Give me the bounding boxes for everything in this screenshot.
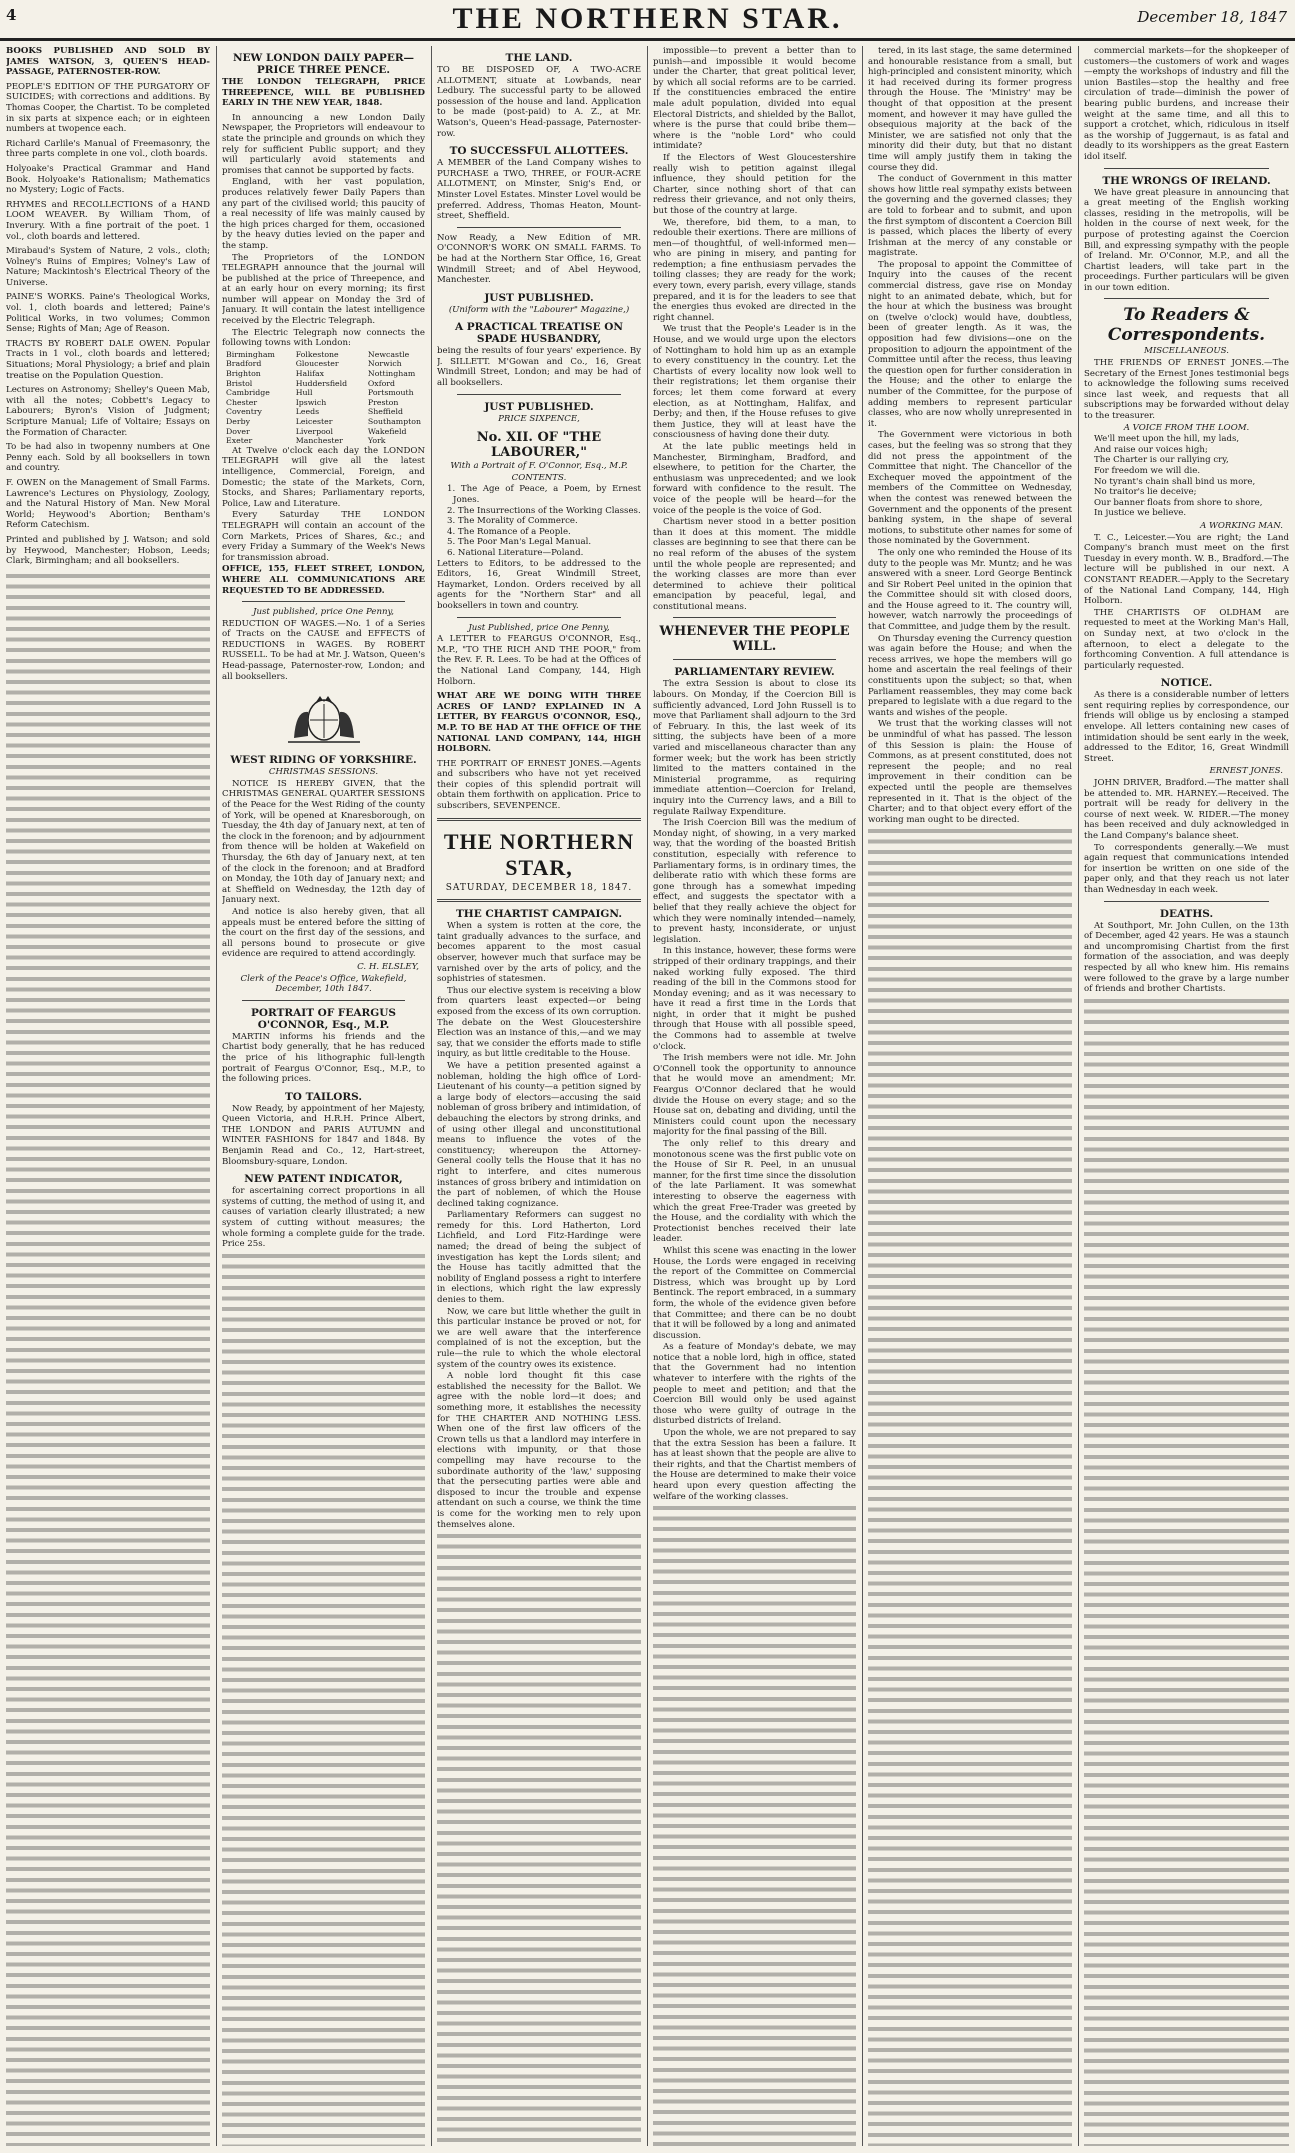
town-item: Brighton: [226, 369, 261, 379]
ad-telegraph-office: OFFICE, 155, FLEET STREET, LONDON, WHERE ALL COMMUNICATIONS ARE REQUESTED TO BE ADDRESSED.: [222, 564, 425, 596]
ad-telegraph-para: In announcing a new London Daily Newspaper, the Proprietors will endeavour to state the principle and grounds on which they rely for sufficient Public support; and they will particularly avoid statements and promises that cannot be supported by facts.: [222, 112, 425, 176]
town-item: Nottingham: [367, 369, 416, 379]
column-3: [437, 46, 641, 2146]
misc-para: To correspondents generally.—We must again request that communications intended for insertion be written on one side of the paper only, and that they reach us not later than Wednesday in each week.: [1084, 842, 1289, 895]
article-para: We, therefore, bid them, to a man, to redouble their exertions. There are millions of men—of thoughtful, of well-informed men—who are pining in misery, and panting for redemption; a fine enthusiasm pervades the toiling classes; they are ready for the work; every town, every parish, every village, stands prepared, and it is for the leaders to see that the energies thus evoked are directed in the right channel.: [653, 217, 856, 323]
ad-treatise-sub: (Uniform with the "Labourer" Magazine,): [448, 304, 630, 315]
leader-para: When a system is rotten at the core, the taint gradually advances to the surface, and becomes apparent to the most casual observer, however much that surface may be varnished over by the arts of policy, and the sophistries of statesmen.: [437, 921, 641, 985]
poem-line: No traitor's lie deceive;: [1094, 487, 1197, 498]
contents-item: 6. National Literature—Poland.: [447, 548, 584, 558]
poem: [1084, 434, 1289, 519]
ad-riding-title: WEST RIDING OF YORKSHIRE.: [230, 754, 417, 767]
paper-date: SATURDAY, DECEMBER 18, 1847.: [445, 882, 633, 893]
masthead-rule: [0, 38, 1295, 41]
body-text: [222, 1251, 425, 2146]
poem-line: We'll meet upon the hill, my lads,: [1094, 434, 1240, 445]
ad-secret: THE PORTRAIT OF ERNEST JONES.—Agents and subscribers who have not yet received their copies of this splendid portrait will obtain them forthwith on application. Price to subscribers, SEVENPENCE.: [437, 758, 641, 812]
article-para: The Government were victorious in both cases, but the feeling was so strong that they did not press the appointment of the Committee that night. The Chancellor of the Exchequer moved the appointment of the members of the Committee on Wednesday, when the contest was renewed between the Government and the opponents of the present banking system, in the shape of several motions, to substitute other names for some of those nominated by the Government.: [868, 430, 1072, 547]
column-4: [653, 46, 856, 2146]
town-item: York: [367, 436, 386, 446]
heading-correspondents: To Readers & Correspondents.: [1107, 305, 1266, 346]
contents-item: 4. The Romance of a People.: [447, 526, 571, 537]
article-para: We trust that the People's Leader is in the House, and we would urge upon the electors of Nottingham to hold him up as an example to every constituency in the country. Let the Chartists of every locality now look well to their registrations; let them organise their forces; let them come forward at every election, as at Nottingham, Halifax, and Derby; and then, if the House refuses to give them Justice, they will at least have the consciousness of having done their duty.: [653, 324, 856, 441]
deaths-title: DEATHS.: [1159, 907, 1214, 920]
ad-pamphlet-title: Just published, price One Penny,: [253, 607, 394, 618]
ad-wanted: WHAT ARE WE DOING WITH THREE ACRES OF LAND? EXPLAINED IN A LETTER, BY FEARGUS O'CONNOR, ESQ., M.P. TO BE HAD AT THE OFFICE OF THE NATIONAL LAND COMPANY, 144, HIGH HOLBORN.: [437, 691, 641, 755]
town-item: Chester: [226, 397, 258, 407]
body-text: [437, 1531, 641, 2146]
review-para: Whilst this scene was enacting in the lower House, the Lords were engaged in receiving the report of the Committee on Commercial Distress, which was brought up by Lord Bentinck. The report embraced, in a summary form, the whole of the evidence given before that Committee; and there can be no doubt that it will be followed by a long and animated discussion.: [653, 1245, 856, 1341]
ad-tailors-title: TO TAILORS.: [284, 1090, 363, 1103]
body-text: [653, 1503, 856, 2146]
contents-item: 5. The Poor Man's Legal Manual.: [447, 537, 592, 548]
town-item: Ipswich: [295, 397, 327, 407]
town-item: Leicester: [295, 417, 333, 426]
ad-purgatory: PEOPLE'S EDITION OF THE PURGATORY OF SUICIDES; with corrections and additions. By Thomas Cooper, the Chartist. To be completed in six parts at sixpence each; or in eighteen numbers at twopence each.: [6, 81, 210, 135]
town-item: Sheffield: [367, 407, 404, 417]
town-item: Norwich: [367, 359, 402, 369]
article-para: At the late public meetings held in Manchester, Birmingham, Bradford, and elsewhere, to petition for the Charter, the enthusiasm was unprecedented; and we look forward with confidence to the result. The voice of the people will be heard—for the voice of the people is the voice of God.: [653, 441, 856, 516]
divider: [457, 227, 621, 228]
town-item: Preston: [367, 397, 399, 407]
ad-misc: Lectures on Astronomy; Shelley's Queen Mab, with all the notes; Cobbett's Legacy to Labourers; Byron's Vision of Judgment; Scripture Manual; Life of Voltaire; Essays on the Formation of Character.: [6, 385, 210, 438]
ad-telegraph-head: THE LONDON TELEGRAPH, PRICE THREEPENCE, WILL BE PUBLISHED EARLY IN THE NEW YEAR, 1848.: [222, 77, 425, 109]
ad-address: To be had also in twopenny numbers at One Penny each. Sold by all booksellers in town and country.: [6, 442, 210, 474]
divider: [1104, 298, 1269, 299]
town-item: Gloucester: [295, 359, 339, 369]
ad-patent-title: NEW PATENT INDICATOR,: [244, 1173, 403, 1186]
misc-title: MISCELLANEOUS.: [1144, 346, 1229, 357]
ad-mirabaud: Mirabaud's System of Nature, 2 vols., cloth; Volney's Ruins of Empires; Volney's Law of Nature; Mackintosh's Electrical Theory of the Universe.: [6, 246, 210, 288]
review-para: The Irish members were not idle. Mr. John O'Connell took the opportunity to announce that he would move an amendment; Mr. Feargus O'Connor declared that he would divide the House on every stage; and so the House sat on, debating and dividing, until the Ministers could count upon the necessary majority for the final passing of the Bill.: [653, 1053, 856, 1138]
town-item: Folkestone: [295, 349, 339, 359]
ad-owen-works: F. OWEN on the Management of Small Farms. Lawrence's Lectures on Physiology, Zoology, and the Natural History of Man. New Moral World; Heywood's Abortion; Bentham's Reform Catechism.: [6, 477, 210, 531]
body-text: [1084, 996, 1289, 2146]
ad-riding: NOTICE IS HEREBY GIVEN, that the CHRISTMAS GENERAL QUARTER SESSIONS of the Peace for the West Riding of the county of York, will be opened at Knaresborough, on Tuesday, the 4th day of January next, at ten of the clock in the forenoon; and by adjournment from thence will be holden at Wakefield on Thursday, the 6th day of January next, at ten of the clock in the forenoon; and at Bradford on Monday, the 10th day of January next; and at Sheffield on Wednesday, the 12th day of January next.: [222, 778, 425, 906]
article-para: We trust that the working classes will not be unmindful of what has passed. The lesson of this Session is plain: the House of Commons, as at present constituted, does not represent the people; and no real improvement in their condition can be expected until the people are themselves represented in it. That is the object of the Charter; and to that object every effort of the working man ought to be directed.: [868, 719, 1072, 825]
notice-signature: ERNEST JONES.: [1209, 766, 1283, 777]
town-item: Southampton: [367, 417, 421, 426]
ad-telegraph-para: England, with her vast population, produces relatively fewer Daily Papers than any part of the civilised world; this paucity of a real necessity of life was mainly caused by the high prices charged for them, occasioned by the heavy duties levied on the paper and the stamp.: [222, 177, 425, 251]
ad-telegraph-para: At Twelve o'clock each day the LONDON TELEGRAPH will give all the latest intelligence, Commercial, Foreign, and Domestic; the state of the Markets, Corn, Stocks, and Shares; Parliamentary reports, Police, Law and Literature.: [222, 445, 425, 509]
ad-books: BOOKS PUBLISHED AND SOLD BY JAMES WATSON, 3, QUEEN'S HEAD-PASSAGE, PATERNOSTER-ROW.: [6, 46, 210, 78]
column-1: [6, 46, 210, 2146]
deaths-para: At Southport, Mr. John Cullen, on the 13th of December, aged 42 years. He was a staunch and uncompromising Chartist from the first formation of the association, and was deeply respected by all who knew him. His remains were followed to the grave by a large number of friends and brother Chartists.: [1084, 920, 1289, 995]
towns-list: [222, 350, 425, 446]
town-item: Huddersfield: [295, 378, 348, 388]
town-item: Wakefield: [367, 426, 407, 436]
town-item: Cambridge: [226, 388, 270, 398]
ad-rhymes: RHYMES and RECOLLECTIONS of a HAND LOOM WEAVER. By William Thom, of Inverury. With a fine portrait of the poet. 1 vol., cloth boards and lettered.: [6, 199, 210, 242]
divider: [457, 617, 621, 618]
town-item: Halifax: [295, 369, 325, 379]
masthead: [0, 0, 1295, 38]
heading-review: PARLIAMENTARY REVIEW.: [674, 666, 835, 679]
towns-heading: The Electric Telegraph now connects the following towns with London:: [222, 327, 425, 349]
ad-riding-signature: C. H. ELSLEY,: [357, 961, 419, 972]
town-item: Coventry: [226, 407, 262, 417]
contents-list: [437, 484, 641, 558]
divider: [673, 659, 836, 660]
ad-allottees: A MEMBER of the Land Company wishes to PURCHASE a TWO, THREE, or FOUR-ACRE ALLOTMENT, on Minster, Snig's End, or Minster Lovel Estates. Minster Lovel would be preferred. Address, Thomas Heaton, Mount-street, Sheffield.: [437, 158, 641, 222]
towns-column: [296, 350, 347, 446]
town-item: Bristol: [226, 378, 253, 388]
divider: [457, 394, 621, 395]
ad-riding-para: And notice is also hereby given, that all appeals must be entered before the sitting of the court on the first day of the sessions, and all persons bound to prosecute or give evidence are required to attend accordingly.: [222, 906, 425, 960]
article-para: On Thursday evening the Currency question was again before the House; and when the recess arrives, we hope the members will go home and ascertain the real feelings of their constituents upon the subject; so that, when Parliament reassembles, they may come back prepared to legislate with a due regard to the wants and wishes of the people.: [868, 633, 1072, 718]
misc-para: T. C., Leicester.—You are right; the Land Company's branch must meet on the first Tuesday in every month. W. B., Bradford.—The lecture will be published in our next. A CONSTANT READER.—Apply to the Secretary of the National Land Company, 144, High Holborn.: [1084, 532, 1289, 607]
ad-labourer-head: No. XII. OF "THE LABOURER,": [476, 430, 602, 461]
contents-item: 3. The Morality of Commerce.: [447, 516, 578, 527]
contents-item: 2. The Insurrections of the Working Classes.: [447, 505, 641, 516]
newspaper-title: THE NORTHERN STAR.: [452, 2, 843, 35]
leader-para: We have a petition presented against a nobleman, holding the high office of Lord-Lieutenant of his county—a petition signed by a large body of electors—accusing the said nobleman of gross bribery and intimidation, of debauching the electors by strong drinks, and of using other illegal and unconstitutional means to influence the votes of the constituency; whereupon the Attorney-General coolly tells the House that it has no right to interfere, and cites numerous instances of gross bribery and intimidation on the part of noblemen, of which the House declined taking cognizance.: [437, 1060, 641, 1209]
ad-labourer-contents-title: CONTENTS.: [511, 472, 567, 483]
article-para: If the Electors of West Gloucestershire really wish to petition against illegal influence, they should petition for the Charter, since nothing short of that can redress their grievance, and not only theirs, but those of the country at large.: [653, 152, 856, 216]
leader-title: THE CHARTIST CAMPAIGN.: [455, 908, 622, 921]
ad-carlile: Richard Carlile's Manual of Freemasonry, the three parts complete in one vol., cloth boards.: [6, 138, 210, 160]
ad-owen: TRACTS BY ROBERT DALE OWEN. Popular Tracts in 1 vol., cloth boards and lettered; Situations; Moral Physiology; a brief and plain treatise on the Population Question.: [6, 338, 210, 381]
poem-line: No tyrant's chain shall bind us more,: [1094, 476, 1256, 487]
article-para: The only one who reminded the House of its duty to the people was Mr. Muntz; and he was answered with a sneer. Lord George Bentinck and Sir Robert Peel united in the opinion that the Committee should sit with closed doors, and the House agreed to it. The country will, however, watch narrowly the proceedings of that Committee, and judge them by the result.: [868, 547, 1072, 633]
poem-line: Our banner floats from shore to shore,: [1094, 497, 1263, 508]
town-item: Bradford: [226, 359, 262, 369]
heading-people: WHENEVER THE PEOPLE WILL.: [659, 624, 850, 655]
poem-signature: A WORKING MAN.: [1200, 520, 1283, 531]
ad-riding-sub: CHRISTMAS SESSIONS.: [268, 767, 379, 778]
body-text: [868, 826, 1072, 2146]
ad-holyoake: Holyoake's Practical Grammar and Hand Book. Holyoake's Rationalism; Mathematics no Mystery; Logic of Facts.: [6, 163, 210, 196]
review-para: The only relief to this dreary and monotonous scene was the first public vote on the House of Sir R. Peel, in an unusual manner, for the first time since the dissolution of the late Parliament. It was somewhat interesting to observe the eagerness with which the great Free-Trader was greeted by the House, and the cordiality with which the Protectionist benches received their late leader.: [653, 1139, 856, 1245]
contents-item: 1. The Age of Peace, a Poem, by Ernest Jones.: [447, 484, 641, 506]
column-rule: [216, 46, 217, 2146]
town-item: Exeter: [226, 436, 253, 446]
town-item: Dover: [226, 426, 250, 436]
misc-para: JOHN DRIVER, Bradford.—The matter shall be attended to. MR. HARNEY.—Received. The portrait will be ready for delivery in the course of next week. W. RIDER.—The money has been received and duly acknowledged in the Land Company's balance sheet.: [1084, 778, 1289, 841]
ad-treatise-head: A PRACTICAL TREATISE ON SPADE HUSBANDRY,: [454, 321, 624, 346]
ad-paine: PAINE'S WORKS. Paine's Theological Works, vol. 1, cloth boards and lettered; Paine's Political Works, in two volumes; Common Sense; Rights of Man; Age of Reason.: [6, 292, 210, 335]
heading-wrongs: THE WRONGS OF IRELAND.: [1102, 174, 1271, 187]
ad-telegraph-para: The Proprietors of the LONDON TELEGRAPH announce that the journal will be published at the price of Threepence, and at an early hour on every morning; its first number will appear on Monday the 3rd of January. It will contain the latest intelligence received by the Electric Telegraph.: [222, 252, 425, 327]
towns-column: [226, 350, 275, 446]
ad-labourer-portrait: With a Portrait of F. O'Connor, Esq., M.P.: [450, 461, 628, 472]
poem-line: For freedom we will die.: [1094, 466, 1201, 476]
poem-line: In justice we believe.: [1094, 508, 1187, 519]
royal-arms-icon: [274, 688, 374, 748]
misc-para: THE FRIENDS OF ERNEST JONES.—The Secretary of the Ernest Jones testimonial begs to acknowledge the following sums received since last week, and requests that all subscriptions may be forwarded without delay to the treasurer.: [1084, 358, 1289, 422]
divider: [1104, 168, 1269, 169]
column-rule: [431, 46, 432, 2146]
page-number: 4: [6, 6, 17, 24]
ad-labourer-sub: PRICE SIXPENCE,: [498, 413, 580, 424]
ad-tailors: Now Ready, by appointment of her Majesty, Queen Victoria, and H.R.H. Prince Albert, THE LONDON and PARIS AUTUMN and WINTER FASHIONS for 1847 and 1848. By Benjamin Read and Co., 12, Hart-street, Bloomsbury-square, London.: [222, 1103, 425, 1167]
divider: [242, 1000, 405, 1001]
article-para: The conduct of Government in this matter shows how little real sympathy exists between the governing and the governed classes; they are told to forbear and to submit, and upon the first symptom of discontent a Coercion Bill is passed, which places the liberty of every Irishman at the mercy of any constable or magistrate.: [868, 174, 1072, 259]
leader-para: Parliamentary Reformers can suggest no remedy for this. Lord Hatherton, Lord Lichfield, and Lord Fitz-Hardinge were named; the dread of being the subject of investigation has kept the Lords silent; and the House has tacitly admitted that the nobility of England possess a right to interfere in elections, which right the law expressly denies to them.: [437, 1210, 641, 1306]
ad-treatise: being the results of four years' experience. By J. SILLETT. M'Gowan and Co., 16, Great Windmill Street, London; and may be had of all booksellers.: [437, 346, 641, 389]
ad-edition: Now Ready, a New Edition of MR. O'CONNOR'S WORK ON SMALL FARMS. To be had at the Northern Star Office, 16, Great Windmill Street; and of Abel Heywood, Manchester.: [437, 232, 641, 286]
poem-line: The Charter is our rallying cry,: [1094, 455, 1229, 466]
town-item: Leeds: [295, 407, 320, 417]
leader-para: Thus our elective system is receiving a blow from quarters least expected—or being exposed from the excess of its own corruption. The debate on the West Gloucestershire Election was an instance of this,—and we may say, that we consider the efforts made to stifle inquiry, as but little creditable to the House.: [437, 985, 641, 1060]
double-rule: [437, 818, 641, 821]
ad-riding-office: Clerk of the Peace's Office, Wakefield, December, 10th 1847.: [240, 973, 407, 995]
paper-banner: THE NORTHERN STAR,: [443, 828, 635, 880]
review-para: As a feature of Monday's debate, we may notice that a noble lord, high in office, stated that the Government had no intention whatever to interfere with the rights of the people to meet and petition; and that the Coercion Bill would only be used against those who were guilty of outrage in the disturbed districts of Ireland.: [653, 1342, 856, 1427]
divider: [1104, 901, 1269, 902]
ad-allottees-title: TO SUCCESSFUL ALLOTTEES.: [449, 145, 629, 158]
ad-labourer-tail: Letters to Editors, to be addressed to the Editors, 16, Great Windmill Street, Haymarket, London. Orders received by all agents for the "Northern Star" and all booksellers in town and country.: [437, 558, 641, 611]
ad-land: TO BE DISPOSED OF, A TWO-ACRE ALLOTMENT, situate at Lowbands, near Ledbury. The successful party to be allowed possession of the house and land. Application to be made (post-paid) to A. Z., at Mr. Watson's, Queen's Head-passage, Paternoster-row.: [437, 65, 641, 139]
ad-tail: Printed and published by J. Watson; and sold by Heywood, Manchester; Hobson, Leeds; Clark, Birmingham; and all booksellers.: [6, 534, 210, 567]
column-rule: [862, 46, 863, 2146]
town-item: Liverpool: [295, 426, 333, 436]
ad-portrait-title: PORTRAIT OF FEARGUS O'CONNOR, Esq., M.P.: [251, 1006, 396, 1031]
article-para: Chartism never stood in a better position than it does at this moment. The middle classes are beginning to see that there can be no real reform of the abuses of the system until the whole people are represented; and the working classes are more than ever determined to achieve their political emancipation by peaceful, legal, and constitutional means.: [653, 517, 856, 612]
ad-letter: A LETTER to FEARGUS O'CONNOR, Esq., M.P., "TO THE RICH AND THE POOR," from the Rev. F. R. Lees. To be had at the Offices of the National Land Company, 144, High Holborn.: [437, 634, 641, 687]
ad-letter-title: Just Published, price One Penny,: [468, 622, 610, 633]
column-6: [1084, 46, 1289, 2146]
ad-patent: for ascertaining correct proportions in all systems of cutting, the method of using it, and causes of variation clearly illustrated; a new system of cutting without measures; the whole forming a complete guide for the trade. Price 25s.: [222, 1186, 425, 1250]
divider: [242, 601, 405, 602]
town-item: Oxford: [367, 378, 395, 388]
misc-para: THE CHARTISTS OF OLDHAM are requested to meet at the Working Man's Hall, on Sunday next, at two o'clock in the afternoon, to elect a delegate to the forthcoming Convention. A full attendance is particularly requested.: [1084, 607, 1289, 671]
divider: [673, 617, 836, 618]
review-para: The extra Session is about to close its labours. On Monday, if the Coercion Bill is sufficiently advanced, Lord John Russell is to move that Parliament shall adjourn to the 3rd of February. In this, the last week of its sitting, the subjects have been of a more varied and miscellaneous character than any former week; but the work has been strictly limited to the matters contained in the Ministerial programme, as requiring immediate attention—Coercion for Ireland, inquiry into the Currency laws, and a Bill to regulate Railway Expenditure.: [653, 679, 856, 817]
leader-para: A noble lord thought fit this case established the necessity for the Ballot. We agree with the noble lord—it does; and something more, it establishes the necessity for THE CHARTER AND NOTHING LESS. When one of the first law officers of the Crown tells us that a landlord may interfere in elections with impunity, or that those compelling may have recourse to the subordinate authority of the 'law,' supposing that the persecuting parties were able and disposed to incur the trouble and expense attendant on such a course, we think the time is come for the working men to rely upon themselves alone.: [437, 1371, 641, 1530]
article-para: impossible—to prevent a better than to punish—and impossible it would become under the Charter, that great political lever, by which all social reforms are to be carried. If the constituencies embraced the entire male adult population, divided into equal Electoral Districts, and shielded by the Ballot, where is the purse that could bribe them—where is the "noble Lord" who could intimidate?: [653, 46, 856, 152]
notice-para: As there is a considerable number of letters sent requiring replies by correspondence, our friends will oblige us by enclosing a stamped envelope. All letters containing new cases of intimidation should be sent early in the week, addressed to the Editor, 16, Great Windmill Street.: [1084, 690, 1289, 764]
ad-land-title: THE LAND.: [505, 52, 573, 64]
body-text: [6, 571, 210, 2146]
column-2: [222, 46, 425, 2146]
column-rule: [1078, 46, 1079, 2146]
column-5: [868, 46, 1072, 2146]
column-rule: [647, 46, 648, 2146]
ad-telegraph-para: Every Saturday THE LONDON TELEGRAPH will contain an account of the Corn Markets, Prices of Shares, &c.; and every Friday a Summary of the Week's News for transmission abroad.: [222, 510, 425, 563]
issue-date: December 18, 1847: [1137, 8, 1287, 26]
leader-para: Now, we care but little whether the guilt in this particular instance be proved or not, for we are well aware that the interference complained of is not the exception, but the rule—the rule to which the whole electoral system of the country owes its existence.: [437, 1306, 641, 1370]
poem-title: A VOICE FROM THE LOOM.: [1123, 422, 1250, 433]
article-para: commercial markets—for the shopkeeper of customers—the customers of work and wages—empty the workshops of industry and fill the union Bastiles—stop the healthy and free circulation of trade—diminish the power of bearing public burdens, and increase their weight at the same time, and all this to support a crotchet, which, ridiculous in itself as the worship of Juggernaut, is as fatal and deadly to its worshippers as the great Eastern idol itself.: [1084, 46, 1289, 162]
town-item: Portsmouth: [367, 388, 414, 398]
ad-labourer-title: JUST PUBLISHED.: [484, 400, 594, 413]
review-para: Upon the whole, we are not prepared to say that the extra Session has been a failure. It has at least shown that the people are alive to their rights, and that the Chartist members of the House are determined to make their voice heard upon every question affecting the welfare of the working classes.: [653, 1428, 856, 1502]
article-para: tered, in its last stage, the same determined and honourable resistance from a small, but high-principled and consistent minority, which it had received during its former progress through the House. The 'Ministry' may be thought of that opposition at the present moment, and however it may have gulled the obsequious majority at the back of the Minister, we are satisfied not only that the minority did their duty, but that no distant time will amply justify them in taking the course they did.: [868, 46, 1072, 173]
town-item: Birmingham: [226, 349, 275, 359]
town-item: Newcastle: [367, 349, 410, 359]
ad-telegraph-title: NEW LONDON DAILY PAPER—PRICE THREE PENCE.: [232, 52, 415, 76]
poem-line: And raise our voices high;: [1094, 444, 1208, 455]
double-rule: [437, 899, 641, 902]
town-item: Hull: [295, 388, 313, 398]
review-para: In this instance, however, these forms were stripped of their ordinary trappings, and their naked working fully exposed. The third reading of the bill in the Commons stood for Monday evening; and as it was necessary to have it read a first time in the Lords that night, in order that it might be pushed through that House with all possible speed, the Commons had to assemble at twelve o'clock.: [653, 946, 856, 1052]
article-para: The proposal to appoint the Committee of Inquiry into the causes of the recent commercial distress, gave rise on Monday night to an animated debate, which, but for the hour at which the business was brought on (twelve o'clock) would have, doubtless, been of greater length. As it was, the opposition had few divisions—one on the proposition to adjourn the appointment of the Committee until after the recess, thus leaving the question open for further consideration in the House; and the other to enlarge the number of the Committee, for the purpose of adding members to represent particular classes, who are now wholly unrepresented in it.: [868, 259, 1072, 429]
town-item: Manchester: [295, 436, 343, 446]
ad-pamphlet: REDUCTION OF WAGES.—No. 1 of a Series of Tracts on the CAUSE and EFFECTS of REDUCTIONS in WAGES. By ROBERT RUSSELL. To be had at Mr. J. Watson, Queen's Head-passage, Paternoster-row, London; and all booksellers.: [222, 618, 425, 682]
ad-treatise-title: JUST PUBLISHED.: [484, 291, 594, 304]
towns-column: [368, 350, 421, 446]
ad-portrait: MARTIN informs his friends and the Chartist body generally, that he has reduced the price of his lithographic full-length portrait of Feargus O'Connor, Esq., M.P., to the following prices.: [222, 1031, 425, 1085]
wrongs-para: We have great pleasure in announcing that a great meeting of the English working classes, residing in the metropolis, will be holden in the course of next week, for the purpose of protesting against the Coercion Bill, and expressing sympathy with the people of Ireland. Mr. O'Connor, M.P., and all the Chartist leaders, will take part in the proceedings. Further particulars will be given in our town edition.: [1084, 187, 1289, 293]
review-para: The Irish Coercion Bill was the medium of Monday night, of showing, in a very marked way, that the wording of the boasted British constitution, especially with reference to Parliamentary forms, is in ordinary times, the deliberate ratio with which these forms are gone through has a somewhat impeding effect, and suggests the spectator with a belief that they really achieve the object for which they were nominally intended—namely, to prevent hasty, inconsiderate, or unjust legislation.: [653, 818, 856, 945]
town-item: Derby: [226, 417, 250, 426]
notice-title: NOTICE.: [1160, 677, 1213, 690]
